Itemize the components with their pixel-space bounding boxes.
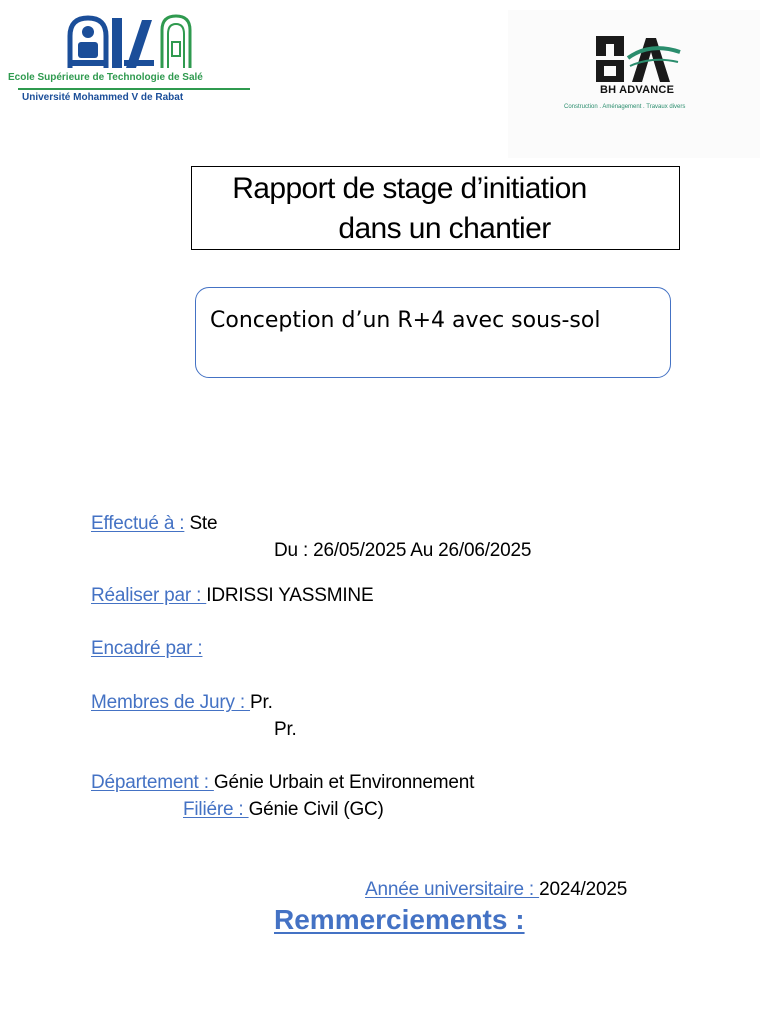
bh-advance-logo: [508, 10, 760, 158]
effectue-row: [91, 512, 217, 536]
remerciements-heading: Remmerciements :: [274, 904, 525, 935]
jury-row-2: [274, 718, 297, 742]
university-name: Université Mohammed V de Rabat: [22, 92, 184, 103]
jury-value-2: Pr.: [274, 719, 297, 740]
departement-label: Département :: [91, 772, 214, 793]
bh-advance-logo-icon: [590, 32, 690, 92]
est-sale-emblem-icon: [64, 14, 204, 70]
logo-divider: [18, 88, 250, 90]
report-title-line2: dans un chantier: [338, 212, 551, 245]
project-subtitle-box: [195, 287, 671, 378]
filiere-row: [183, 798, 384, 822]
report-title-box: [191, 166, 680, 250]
filiere-label: Filiére :: [183, 799, 249, 820]
est-sale-logo: [4, 14, 260, 106]
est-school-name: Ecole Supérieure de Technologie de Salé: [8, 72, 203, 83]
annee-value: 2024/2025: [539, 879, 628, 900]
departement-value: Génie Urbain et Environnement: [213, 772, 475, 793]
realise-row: [91, 584, 373, 608]
dates-row: [274, 539, 531, 563]
internship-dates: Du : 26/05/2025 Au 26/06/2025: [274, 540, 532, 561]
bh-advance-tagline: Construction . Aménagement . Travaux divers: [564, 104, 686, 110]
jury-label: Membres de Jury :: [91, 692, 251, 713]
project-subtitle: Conception d’un R+4 avec sous-sol: [210, 308, 601, 333]
encadre-row: [91, 637, 202, 661]
departement-row: [91, 771, 474, 795]
encadre-label: Encadré par :: [91, 638, 203, 659]
report-title-line1: Rapport de stage d’initiation: [232, 172, 587, 205]
jury-value-1: Pr.: [250, 692, 273, 713]
effectue-value: Ste: [184, 513, 218, 534]
realise-value: IDRISSI YASSMINE: [206, 585, 374, 606]
realise-label: Réaliser par :: [91, 585, 207, 606]
annee-label: Année universitaire :: [365, 879, 540, 900]
annee-row: [365, 878, 627, 902]
bh-advance-name: BH ADVANCE: [600, 84, 675, 96]
jury-row: [91, 691, 273, 715]
filiere-value: Génie Civil (GC): [248, 799, 384, 820]
effectue-label: Effectué à :: [91, 513, 185, 534]
